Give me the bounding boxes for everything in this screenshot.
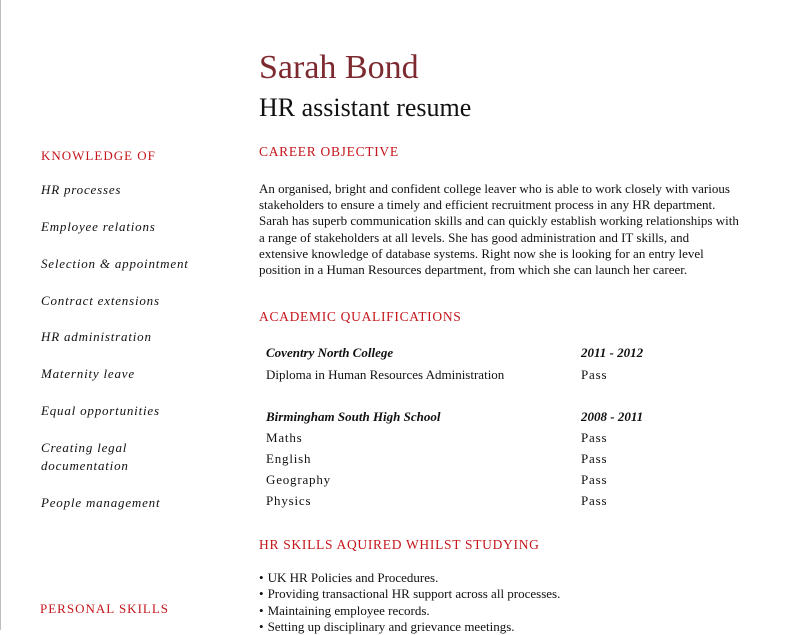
knowledge-item: Contract extensions (41, 293, 160, 308)
subject-result: Pass (581, 430, 608, 445)
subject-name: Physics (266, 493, 312, 508)
knowledge-heading: KNOWLEDGE OF (41, 148, 156, 163)
subject-row (266, 493, 686, 511)
school-years: 2011 - 2012 (581, 345, 644, 360)
subject-name: English (266, 451, 312, 466)
career-objective-text: An organised, bright and confident college leaver who is able to work closely with various stakeholders to ensure a timely and efficient recruitment process in any HR department. Sarah has superb communication skills and can quickly establish working relationships with a range of stakeholders at all levels. She has good administration and IT skills, and extensive knowledge of database systems. Right now she is looking for an entry level position in a Human Resources department, from which she can launch her career. (259, 181, 739, 278)
subject-row (266, 367, 686, 385)
school-row (266, 409, 686, 427)
skill-text: Setting up disciplinary and grievance meetings. (267, 618, 515, 634)
page-edge (0, 0, 1, 630)
list-item (259, 570, 560, 586)
subject-result: Pass (581, 493, 608, 508)
knowledge-item: Equal opportunities (41, 403, 160, 418)
knowledge-item: HR processes (41, 182, 122, 197)
subject-row (266, 451, 686, 469)
bullet-icon: • (259, 570, 264, 585)
hr-skills-heading: HR SKILLS AQUIRED WHILST STUDYING (259, 537, 540, 552)
list-item (259, 619, 560, 635)
subject-row (266, 472, 686, 490)
knowledge-item: Selection & appointment (41, 256, 189, 271)
subject-result: Pass (581, 472, 608, 487)
list-item (259, 586, 560, 602)
bullet-icon: • (259, 586, 264, 602)
school-row (266, 345, 686, 363)
knowledge-item: HR administration (41, 329, 152, 344)
school-name: Coventry North College (266, 345, 394, 360)
knowledge-item: People management (41, 495, 161, 510)
skill-text: Maintaining employee records. (267, 602, 430, 618)
personal-skills-heading: PERSONAL SKILLS (40, 601, 170, 616)
skill-text: UK HR Policies and Procedures. (267, 570, 439, 585)
career-objective-heading: CAREER OBJECTIVE (259, 144, 399, 159)
subject-row (266, 430, 686, 448)
academic-heading: ACADEMIC QUALIFICATIONS (259, 309, 462, 324)
subject-result: Pass (581, 367, 608, 382)
candidate-name: Sarah Bond (259, 49, 419, 86)
list-item (259, 603, 560, 619)
subject-name: Geography (266, 472, 331, 487)
knowledge-item: Creating legal documentation (41, 440, 129, 473)
bullet-icon: • (259, 618, 264, 634)
knowledge-item: Employee relations (41, 219, 156, 234)
skill-text: Providing transactional HR support across all processes. (267, 586, 561, 602)
resume-title: HR assistant resume (259, 93, 472, 122)
subject-name: Maths (266, 430, 303, 445)
bullet-icon: • (259, 602, 264, 618)
subject-name: Diploma in Human Resources Administration (266, 367, 505, 382)
school-name: Birmingham South High School (266, 409, 441, 424)
hr-skills-list (259, 570, 560, 635)
school-years: 2008 - 2011 (581, 409, 644, 424)
knowledge-item: Maternity leave (41, 366, 135, 381)
subject-result: Pass (581, 451, 608, 466)
